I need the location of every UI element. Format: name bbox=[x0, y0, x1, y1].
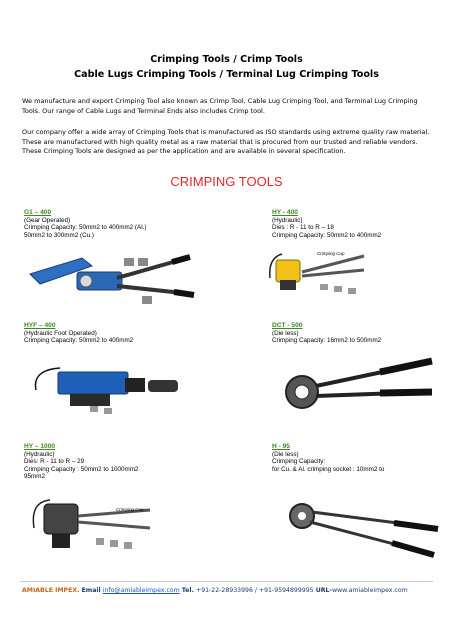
footer-url-label: URL- bbox=[315, 587, 333, 594]
product-spec: Crimping Capacity: 50mm2 to 400mm2 (Al.) bbox=[24, 224, 147, 232]
product-code[interactable]: G1 – 400 bbox=[24, 209, 52, 216]
product-spec: (Die less) bbox=[272, 329, 299, 337]
product-spec: Crimping Capacity : 50mm2 to 1000mm2 bbox=[24, 465, 139, 473]
h-95-crimping-tool-image bbox=[282, 488, 442, 560]
footer-divider bbox=[20, 581, 433, 582]
g1-400-crimping-tool-image bbox=[22, 244, 222, 312]
product-spec: 50mm2 to 300mm2 (Cu.) bbox=[24, 231, 94, 239]
product-spec: Crimping Capacity: bbox=[272, 458, 326, 466]
product-spec: Dies: R - 11 to R – 29 bbox=[24, 458, 85, 466]
product-spec: for Cu. & Al. crimping socket : 10mm2 to bbox=[272, 465, 385, 473]
product-spec: 95mm2 bbox=[24, 473, 45, 481]
product-spec: Crimping Capacity: 16mm2 to 500mm2 bbox=[272, 337, 382, 345]
product-hyf-400 bbox=[24, 322, 224, 345]
footer-email-label: Email bbox=[81, 587, 101, 594]
page-title-line2: Cable Lugs Crimping Tools / Terminal Lug Crimping Tools bbox=[74, 69, 379, 80]
product-spec: (Hydraulic) bbox=[272, 216, 303, 224]
product-spec: (Die less) bbox=[272, 450, 299, 458]
section-title: CRIMPING TOOLS bbox=[170, 174, 283, 189]
footer bbox=[22, 587, 442, 594]
intro-paragraph-1: We manufacture and export Crimping Tool also known as Crimp Tool, Cable Lug Crimping Tool, and Terminal Lug Crimping Tools. Our range of Cable Lugs and Terminal Ends also includes Crimp tool. bbox=[22, 97, 418, 115]
product-spec: (Hydraulic Foot Operated) bbox=[24, 329, 97, 337]
footer-url-link[interactable]: www.amiableimpex.com bbox=[332, 587, 408, 594]
intro-paragraph-2: Our company offer a wide array of Crimping Tools that is manufactured as ISO standards using extreme quality raw material. These are manufactured with high quality metal as a raw material that is procured from our trusted and reliable vendors. These Crimping Tools are designed as per the application and are available in several specification. bbox=[22, 128, 430, 156]
hyf-400-crimping-tool-image bbox=[30, 360, 190, 416]
footer-tel: +91-22-28933996 / +91-9594899995 bbox=[196, 587, 314, 594]
product-code[interactable]: H - 95 bbox=[272, 443, 290, 450]
image-caption: Crimping Cup bbox=[317, 251, 345, 256]
page-title-line1: Crimping Tools / Crimp Tools bbox=[150, 54, 303, 65]
product-g1-400 bbox=[24, 209, 214, 239]
product-spec: (Gear Operated) bbox=[24, 216, 71, 224]
product-spec: (Hydraulic) bbox=[24, 450, 55, 458]
product-code[interactable]: HYF – 400 bbox=[24, 322, 56, 329]
footer-tel-label: Tel. bbox=[181, 587, 194, 594]
product-code[interactable]: HY – 1000 bbox=[24, 443, 56, 450]
product-spec: Crimping Capacity: 50mm2 to 400mm2 bbox=[272, 231, 382, 239]
footer-email-link[interactable]: info@amiableimpex.com bbox=[102, 587, 180, 594]
product-hy-400 bbox=[272, 209, 442, 239]
product-code[interactable]: HY - 400 bbox=[272, 209, 298, 216]
product-spec: Crimping Capacity: 50mm2 to 400mm2 bbox=[24, 337, 134, 345]
hy-1000-crimping-tool-image bbox=[26, 494, 154, 558]
product-h-95 bbox=[272, 443, 442, 473]
product-dct-500 bbox=[272, 322, 442, 345]
product-code[interactable]: DCT - 500 bbox=[272, 322, 303, 329]
footer-company: AMIABLE IMPEX. bbox=[22, 587, 80, 594]
product-spec: Dies : R - 11 to R – 18 bbox=[272, 224, 334, 232]
product-hy-1000 bbox=[24, 443, 224, 481]
image-caption: Crimping Cup bbox=[116, 507, 144, 512]
dct-500-crimping-tool-image bbox=[280, 356, 440, 420]
